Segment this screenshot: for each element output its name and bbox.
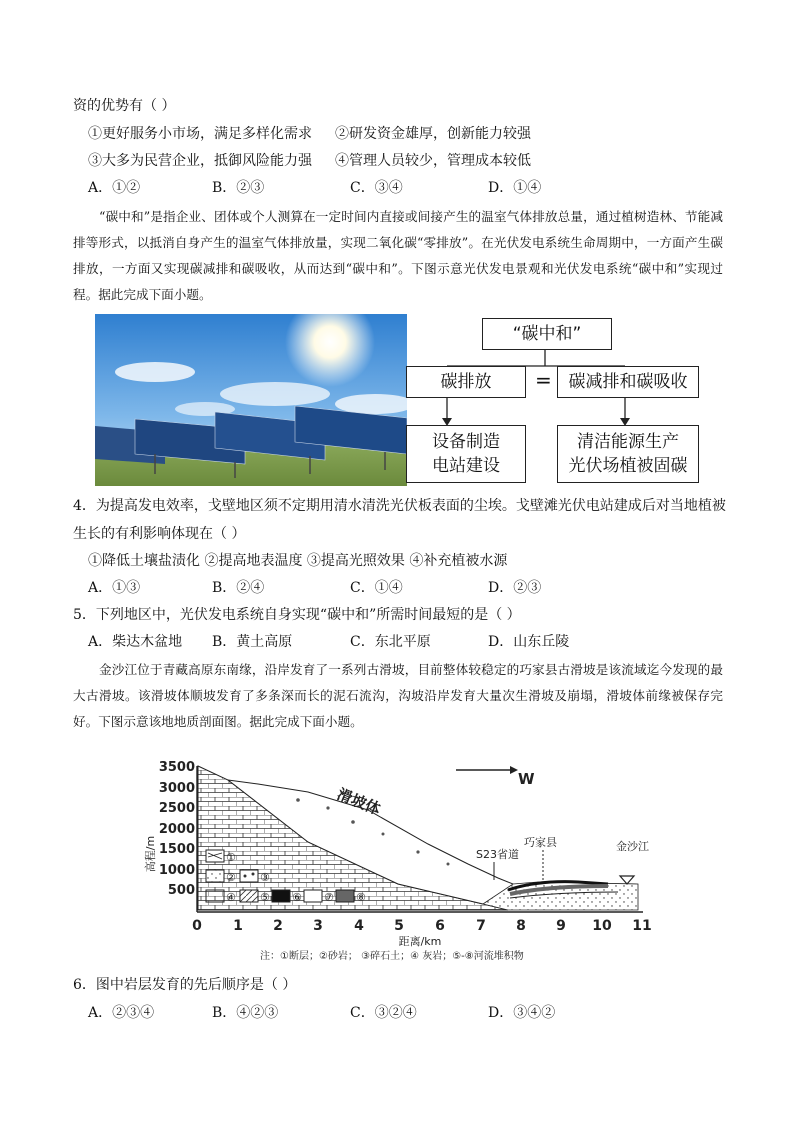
q4-option-a: A．①③ [88,580,141,596]
road-label: S23省道 [476,848,519,861]
flow-right-bottom-box [557,425,699,483]
legend-8: ⑧ [356,891,366,904]
y-tick-2000: 2000 [158,822,195,837]
river-marker-icon [620,876,634,884]
q5-option-c: C．东北平原 [350,634,431,650]
legend-3: ③ [260,871,270,884]
q3-item-4: ④管理人员较少，管理成本较低 [335,153,531,169]
q4-items: ①降低土壤盐渍化 ②提高地表温度 ③提高光照效果 ④补充植被水源 [88,553,508,569]
flow-device-manufacture: 设备制造 [432,432,500,452]
geological-profile [138,752,668,967]
y-tick-3000: 3000 [158,781,195,796]
x-axis-label: 距离/km [398,935,442,948]
legend-swatch-sandstone [206,870,224,882]
legend-swatch-limestone [206,890,224,902]
passage-carbon-neutral: “碳中和”是指企业、团体或个人测算在一定时间内直接或间接产生的温室气体排放总量，通过植树造林、节能减排等形式，以抵消自身产生的温室气体排放量，实现二氧化碳“零排放”。在光伏发电系统生命周期中，一方面产生碳排放，一方面又实现碳减排和碳吸收，从而达到“碳中和”。下图示意光伏发电景观和光伏发电系统“碳中和”实现过程。据此完成下面小题。 [73,209,723,302]
x-tick-11: 11 [632,918,652,934]
legend-7: ⑦ [324,891,334,904]
y-tick-1000: 1000 [158,863,195,878]
x-tick-10: 10 [592,918,612,934]
legend-1: ① [226,851,236,864]
x-tick-1: 1 [233,918,243,934]
q5-option-a: A．柴达木盆地 [88,634,183,650]
q4-stem-2: 生长的有利影响体现在（ ） [73,526,246,542]
river-label: 金沙江 [616,840,649,853]
flow-carbon-neutral-box: “碳中和” [482,318,612,350]
legend-2: ② [226,871,236,884]
county-label: 巧家县 [524,836,557,849]
y-axis-label: 高程/m [144,835,157,873]
x-tick-8: 8 [516,918,526,934]
q6-option-d: D．③④② [488,1005,556,1021]
west-label: W [518,770,535,788]
flow-equals-sign: = [535,368,552,392]
y-tick-1500: 1500 [158,842,195,857]
x-tick-2: 2 [273,918,283,934]
flow-emission-box: 碳排放 [406,366,526,398]
q5-stem: 5．下列地区中，光伏发电系统自身实现“碳中和”所需时间最短的是（ ） [73,607,521,623]
q3-stem-tail: 资的优势有（ ） [73,98,176,114]
q3-option-a: A．①② [88,180,141,196]
legend-4: ④ [226,891,236,904]
q4-option-b: B．②④ [212,580,265,596]
legend-swatch-7 [304,890,322,902]
profile-note: 注：①断层；②砂岩； ③碎石土；④ 灰岩；⑤-⑧河流堆积物 [260,951,524,962]
flow-clean-energy: 清洁能源生产 [577,432,679,452]
solar-panel-photo [95,314,407,486]
legend-swatch-8 [336,890,354,902]
flow-vegetation-carbon: 光伏场植被固碳 [568,456,688,476]
q3-item-3: ③大多为民营企业，抵御风险能力强 [88,153,312,169]
flow-station-build: 电站建设 [432,456,500,476]
legend-swatch-5 [240,890,258,902]
q3-item-2: ②研发资金雄厚，创新能力较强 [335,126,531,142]
x-tick-7: 7 [476,918,486,934]
q4-option-c: C．①④ [350,580,403,596]
q6-stem: 6．图中岩层发育的先后顺序是（ ） [73,977,297,993]
flow-left-bottom-box [406,425,526,483]
x-tick-6: 6 [435,918,445,934]
legend-swatch-gravel [240,870,258,882]
y-tick-500: 500 [167,883,195,898]
q4-stem-1: 4．为提高发电效率，戈壁地区须不定期用清水清洗光伏板表面的尘埃。戈壁滩光伏电站建成后对当地植被 [73,498,726,514]
legend-swatch-6 [272,890,290,902]
x-tick-0: 0 [192,918,202,934]
q3-option-d: D．①④ [488,180,542,196]
x-tick-5: 5 [394,918,404,934]
x-tick-9: 9 [556,918,566,934]
q5-option-d: D．山东丘陵 [488,634,570,650]
q6-option-a: A．②③④ [88,1005,155,1021]
q6-option-b: B．④②③ [212,1005,279,1021]
x-tick-3: 3 [313,918,323,934]
q3-option-c: C．③④ [350,180,403,196]
legend-6: ⑥ [292,891,302,904]
y-tick-3500: 3500 [158,760,195,775]
flow-reduction-box: 碳减排和碳吸收 [557,366,699,398]
x-tick-4: 4 [354,918,364,934]
q5-option-b: B．黄土高原 [212,634,293,650]
landslide-label: 滑坡体 [334,785,383,819]
passage-landslide: 金沙江位于青藏高原东南缘，沿岸发育了一系列古滑坡，目前整体较稳定的巧家县古滑坡是该流域迄今发现的最大古滑坡。该滑坡体顺坡发育了多条深而长的泥石流沟，沟坡沿岸发育大量次生滑坡及崩塌，滑坡体前缘被保存完好。下图示意该地地质剖面图。据此完成下面小题。 [73,662,723,729]
legend-5: ⑤ [260,891,270,904]
q3-option-b: B．②③ [212,180,265,196]
q4-option-d: D．②③ [488,580,542,596]
q6-option-c: C．③②④ [350,1005,417,1021]
q3-item-1: ①更好服务小市场，满足多样化需求 [88,126,312,142]
y-tick-2500: 2500 [158,801,195,816]
